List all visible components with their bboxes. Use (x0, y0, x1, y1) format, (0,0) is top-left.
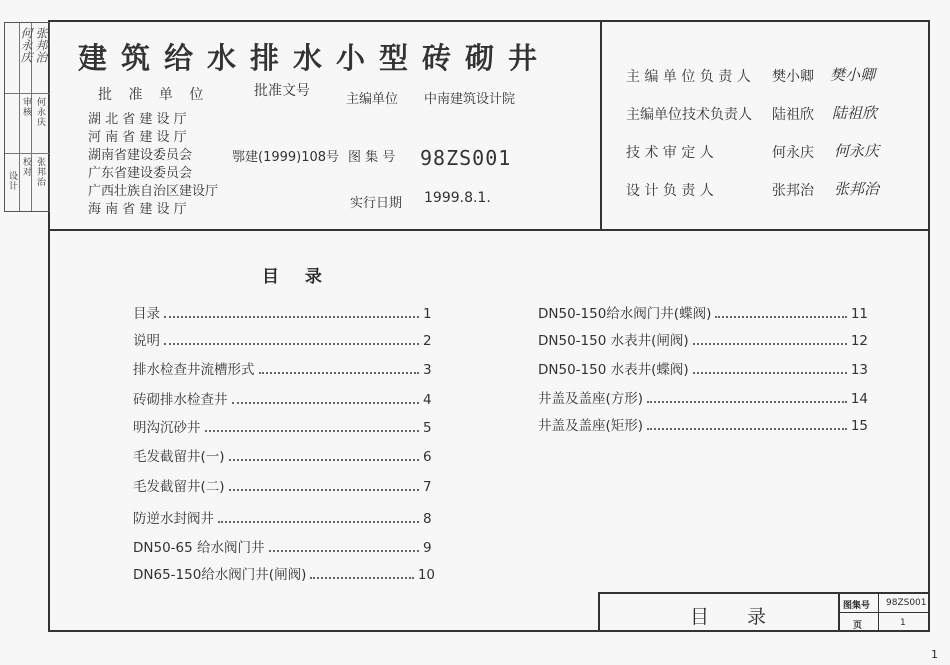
toc-dots (647, 428, 847, 430)
name-reviewer: 何永庆 (772, 145, 814, 161)
toc-dots (164, 316, 419, 318)
title-block-page-value: 1 (900, 618, 906, 628)
role-reviewer: 技 术 审 定 人 (626, 145, 714, 161)
toc-dots (232, 402, 420, 404)
atlas-label: 图 集 号 (348, 150, 396, 165)
toc-item[interactable] (538, 302, 868, 322)
side-name-2: 张邦治 (35, 157, 45, 187)
signature-design-lead: 张邦治 (834, 180, 880, 198)
toc-item[interactable] (133, 302, 435, 322)
effective-date-value: 1999.8.1. (424, 190, 491, 206)
toc-item[interactable] (538, 387, 868, 407)
toc-dots (269, 550, 419, 552)
side-signature-1: 何永庆 (19, 27, 33, 63)
signature-reviewer: 何永庆 (834, 142, 880, 160)
toc-item[interactable] (133, 388, 435, 408)
toc-item-label: 井盖及盖座(方形) (538, 391, 644, 407)
toc-item-label: DN65-150给水阀门井(闸阀) (133, 567, 307, 583)
approval-doc-number: 鄂建(1999)108号 (232, 150, 340, 165)
toc-item-page: 11 (850, 306, 868, 322)
name-chief-unit: 樊小卿 (772, 69, 814, 85)
toc-item-label: 毛发截留井(一) (133, 449, 225, 465)
toc-item-page: 2 (423, 333, 432, 349)
role-chief-unit: 主 编 单 位 负 责 人 (626, 69, 751, 85)
toc-dots (693, 372, 847, 374)
toc-item[interactable] (538, 414, 868, 434)
toc-item-label: DN50-150给水阀门井(蝶阀) (538, 306, 712, 322)
side-role-1: 审核 (21, 97, 31, 117)
approval-unit-4: 广东省建设委员会 (88, 166, 193, 181)
toc-item-page: 15 (850, 418, 868, 434)
toc-item-page: 9 (423, 540, 432, 556)
toc-item-label: 砖砌排水检查井 (133, 392, 228, 408)
editor-label: 主编单位 (346, 92, 399, 107)
toc-item-label: 明沟沉砂井 (133, 420, 201, 436)
toc-item-page: 7 (423, 479, 432, 495)
signature-chief-tech: 陆祖欣 (832, 104, 878, 122)
toc-item-label: DN50-150 水表井(闸阀) (538, 333, 689, 349)
approval-unit-3: 湖南省建设委员会 (88, 148, 193, 163)
approval-unit-5: 广西壮族自治区建设厅 (88, 184, 219, 199)
side-signature-block (4, 22, 50, 212)
name-chief-tech: 陆祖欣 (772, 107, 814, 123)
toc-dots (259, 372, 420, 374)
side-name-1: 何永庆 (35, 97, 45, 127)
toc-item-label: 防逆水封阀井 (133, 511, 214, 527)
toc-item[interactable] (538, 329, 868, 349)
side-role-2: 校对 (21, 157, 31, 177)
toc-item-label: 说明 (133, 333, 160, 349)
title-block-atlas-label: 图集号 (843, 601, 871, 611)
toc-dots (715, 316, 846, 318)
approval-doc-label: 批准文号 (254, 83, 310, 99)
toc-item-label: 排水检查井流槽形式 (133, 362, 255, 378)
title-block (598, 592, 930, 632)
toc-item-label: 井盖及盖座(矩形) (538, 418, 644, 434)
sheet-number: 1 (931, 648, 938, 661)
toc-item-page: 1 (423, 306, 432, 322)
toc-item[interactable] (133, 475, 435, 495)
header-divider (48, 229, 930, 231)
role-design-lead: 设 计 负 责 人 (626, 183, 714, 199)
toc-item[interactable] (133, 358, 435, 378)
toc-dots (310, 577, 413, 579)
editor-value: 中南建筑设计院 (424, 92, 516, 107)
header-vertical-divider (600, 20, 602, 230)
approval-unit-6: 海 南 省 建 设 厅 (88, 202, 187, 217)
toc-item-page: 6 (423, 449, 432, 465)
toc-item[interactable] (133, 563, 435, 583)
signature-chief-unit: 樊小卿 (830, 66, 876, 84)
title-block-atlas-value: 98ZS001 (886, 598, 927, 608)
toc-item-page: 14 (850, 391, 868, 407)
toc-item-label: 毛发截留井(二) (133, 479, 225, 495)
toc-dots (693, 343, 847, 345)
name-design-lead: 张邦治 (772, 183, 814, 199)
toc-item[interactable] (133, 329, 435, 349)
toc-item-page: 8 (423, 511, 432, 527)
role-chief-tech: 主编单位技术负责人 (626, 107, 752, 123)
toc-item-page: 3 (423, 362, 432, 378)
effective-date-label: 实行日期 (350, 196, 403, 211)
toc-item-page: 13 (850, 362, 868, 378)
toc-item[interactable] (133, 507, 435, 527)
title-block-page-label: 页 (853, 621, 863, 631)
toc-dots (229, 459, 419, 461)
toc-item-label: DN50-150 水表井(蝶阀) (538, 362, 689, 378)
toc-item-label: DN50-65 给水阀门井 (133, 540, 265, 556)
toc-dots (229, 489, 419, 491)
approval-unit-label: 批 准 单 位 (98, 87, 210, 103)
toc-dots (205, 430, 420, 432)
approval-unit-2: 河 南 省 建 设 厅 (88, 130, 187, 145)
side-role-3: 设计 (7, 171, 17, 191)
toc-item-page: 12 (850, 333, 868, 349)
toc-item-page: 10 (417, 567, 435, 583)
side-signature-2: 张邦治 (34, 27, 48, 63)
toc-heading: 目 录 (262, 267, 332, 287)
toc-item-page: 5 (423, 420, 432, 436)
toc-item-page: 4 (423, 392, 432, 408)
toc-dots (164, 343, 419, 345)
toc-dots (647, 401, 847, 403)
toc-dots (218, 521, 419, 523)
document-title: 建筑给水排水小型砖砌井 (78, 41, 552, 75)
title-block-name: 目 录 (690, 606, 783, 628)
toc-item[interactable] (133, 536, 435, 556)
atlas-number: 98ZS001 (420, 146, 512, 170)
toc-item[interactable] (133, 445, 435, 465)
toc-item-label: 目录 (133, 306, 160, 322)
toc-item[interactable] (538, 358, 868, 378)
approval-unit-1: 湖 北 省 建 设 厅 (88, 112, 187, 127)
toc-item[interactable] (133, 416, 435, 436)
